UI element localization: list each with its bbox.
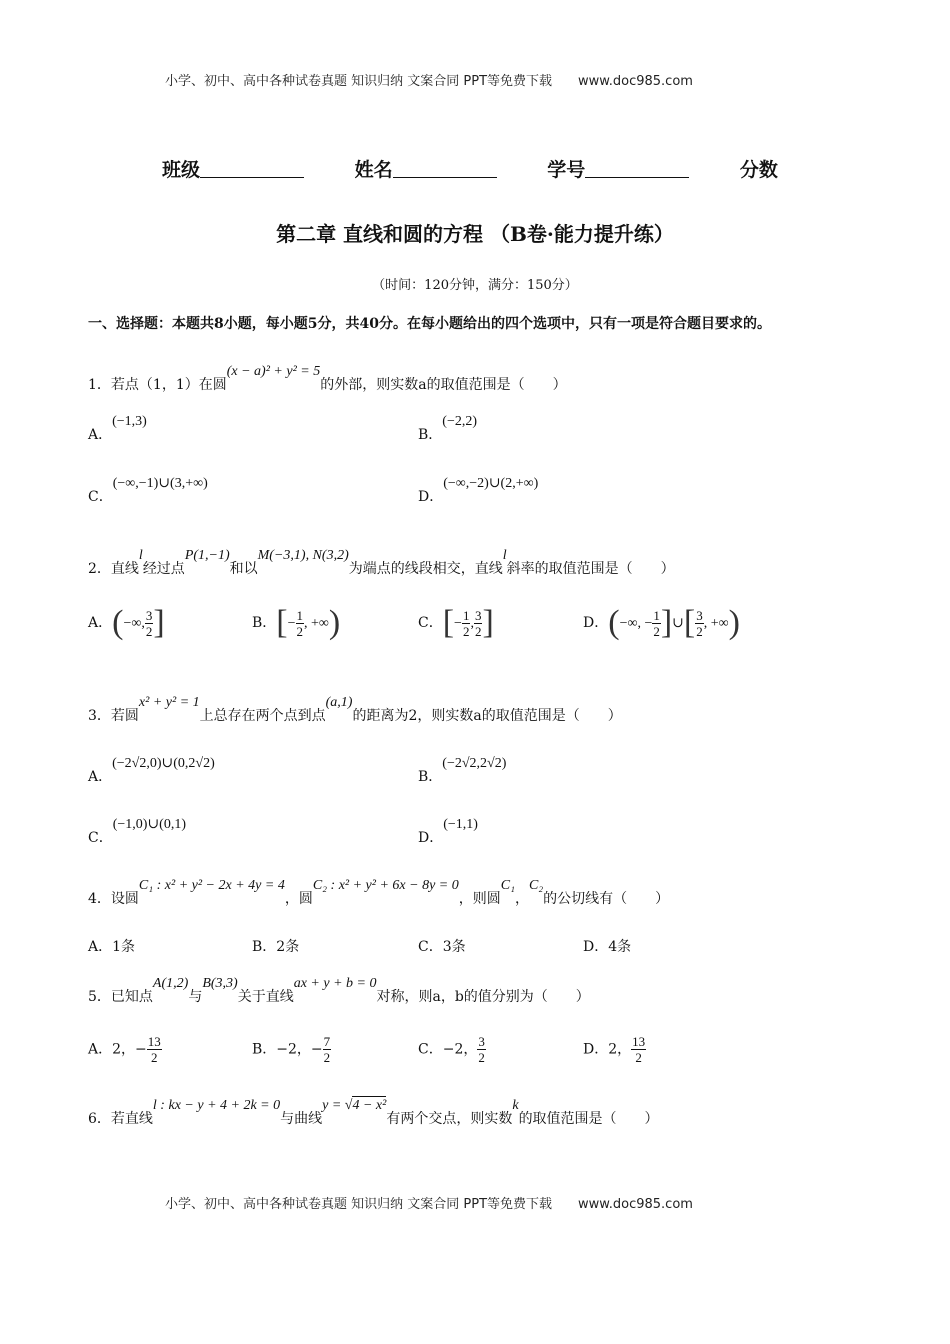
- option-label: C．: [88, 830, 113, 846]
- fraction: [477, 1034, 486, 1065]
- option-label: B．: [418, 769, 443, 785]
- q4-option-c[interactable]: C．3条: [418, 939, 466, 955]
- fraction: [296, 608, 305, 639]
- paren: (: [608, 604, 620, 641]
- option-label: C．−2，: [418, 1041, 478, 1058]
- denominator: 2: [462, 623, 470, 639]
- fraction: [323, 1034, 332, 1065]
- denominator: 2: [145, 623, 153, 639]
- page-header: [165, 70, 693, 89]
- q3-option-d[interactable]: [418, 817, 478, 847]
- option-value: (−2√2,2√2): [442, 756, 507, 771]
- q4-circle-2: C₂ : x² + y² + 6x − 8y = 0: [312, 878, 459, 893]
- bracket: [: [442, 604, 455, 641]
- q4-text-end: 的公切线有（ ）: [543, 891, 670, 907]
- q2-text: 2．直线: [88, 561, 139, 577]
- curve-left: y =: [322, 1098, 345, 1113]
- student-info-line: [162, 155, 778, 182]
- q2-text-3: 和以: [229, 561, 258, 577]
- q3-option-a[interactable]: [88, 756, 215, 786]
- q6-curve: [322, 1098, 386, 1113]
- bracket: ]: [482, 604, 494, 641]
- q2-option-d[interactable]: [583, 604, 740, 642]
- id-label: 学号: [547, 159, 586, 181]
- option-value: (−2√2,0)∪(0,2√2): [112, 756, 215, 771]
- numerator: 7: [323, 1034, 331, 1049]
- option-value: , +∞: [304, 616, 329, 631]
- option-label: D．: [418, 489, 444, 505]
- class-label: 班级: [162, 159, 201, 181]
- q6-text-2: 与曲线: [280, 1111, 323, 1127]
- option-label: A．2，−: [88, 1041, 147, 1058]
- header-site: www.doc985.com: [578, 74, 693, 89]
- question-3: [88, 695, 622, 725]
- question-6: [88, 1098, 659, 1128]
- bracket: [: [683, 604, 696, 641]
- numerator: 1: [653, 607, 660, 623]
- footer-text: 小学、初中、高中各种试卷真题 知识归纳 文案合同 PPT等免费下载: [165, 1197, 553, 1212]
- q3-math: x² + y² = 1: [138, 695, 200, 710]
- q2-text-4: 为端点的线段相交，直线: [348, 561, 503, 577]
- q6-text-3: 有两个交点，则实数: [386, 1111, 513, 1127]
- q4-option-d[interactable]: D．4条: [583, 939, 632, 955]
- question-4: [88, 878, 670, 908]
- q5-line: ax + y + b = 0: [293, 976, 377, 991]
- question-1: [88, 364, 567, 394]
- name-blank[interactable]: [393, 159, 497, 178]
- q4-circle-1: C₁ : x² + y² − 2x + 4y = 4: [138, 878, 285, 893]
- q3-text-2: 上总存在两个点到点: [199, 708, 326, 724]
- option-label: B．: [418, 427, 443, 443]
- paren: ): [328, 604, 341, 641]
- option-label: B．−2，−: [252, 1041, 323, 1058]
- option-label: D．: [418, 830, 444, 846]
- q2-option-c[interactable]: [418, 604, 494, 642]
- q5-option-b[interactable]: [252, 1034, 331, 1065]
- q3-point: (a,1): [325, 695, 353, 710]
- q4-comma: ，: [514, 891, 529, 907]
- fraction: [695, 608, 704, 639]
- header-text: 小学、初中、高中各种试卷真题 知识归纳 文案合同 PPT等免费下载: [165, 74, 553, 89]
- option-label: B．: [252, 615, 277, 631]
- q2-option-a[interactable]: [88, 604, 165, 642]
- minus: −: [454, 616, 462, 631]
- q2-l: l: [138, 548, 143, 563]
- paren: (: [112, 604, 124, 641]
- bracket: ]: [660, 604, 673, 641]
- section-heading: 一、选择题：本题共8小题，每小题5分，共40分。在每小题给出的四个选项中，只有一项是符合题目要求的。: [88, 316, 771, 332]
- option-value: (−1,1): [443, 817, 478, 832]
- fraction: [652, 608, 661, 639]
- numerator: 3: [478, 1034, 485, 1049]
- q5-point-b: B(3,3): [202, 976, 238, 991]
- denominator: 2: [296, 623, 304, 639]
- option-value: (−1,3): [112, 414, 147, 429]
- q1-option-b[interactable]: [418, 414, 478, 444]
- option-value: −∞, −: [619, 616, 653, 631]
- name-label: 姓名: [354, 159, 393, 181]
- q2-text-2: 经过点: [142, 561, 185, 577]
- q1-text-end: 的外部，则实数a的取值范围是（ ）: [320, 377, 567, 393]
- q5-option-c[interactable]: [418, 1034, 486, 1065]
- denominator: 2: [323, 1050, 331, 1065]
- q6-text: 6．若直线: [88, 1111, 153, 1127]
- q1-option-a[interactable]: [88, 414, 147, 444]
- numerator: 13: [147, 1034, 161, 1049]
- bracket: ]: [153, 604, 165, 641]
- q5-text-3: 关于直线: [237, 989, 294, 1005]
- question-2: [88, 548, 675, 578]
- footer-site: www.doc985.com: [578, 1197, 693, 1212]
- q3-text: 3．若圆: [88, 708, 139, 724]
- q2-option-b[interactable]: [252, 604, 340, 642]
- option-value: −∞,: [123, 616, 145, 631]
- numerator: 3: [145, 607, 153, 623]
- denominator: 2: [635, 1050, 642, 1065]
- option-label: D．2，: [583, 1041, 632, 1058]
- score-label: 分数: [739, 159, 778, 181]
- q5-point-a: A(1,2): [152, 976, 189, 991]
- numerator: 3: [696, 607, 703, 623]
- q1-option-c[interactable]: [88, 476, 208, 506]
- q4-text: 4．设圆: [88, 891, 139, 907]
- q6-k: k: [512, 1098, 519, 1113]
- denominator: 2: [696, 623, 703, 639]
- fraction: [631, 1034, 646, 1065]
- page-title: 第二章 直线和圆的方程 （B卷·能力提升练）: [276, 222, 674, 246]
- denominator: 2: [474, 623, 482, 639]
- q6-line: l : kx − y + 4 + 2k = 0: [152, 1098, 281, 1113]
- q4-text-3: ，则圆: [458, 891, 501, 907]
- q1-option-d[interactable]: [418, 476, 539, 506]
- denominator: 2: [478, 1050, 485, 1065]
- fraction: [147, 1034, 162, 1065]
- numerator: 3: [474, 607, 482, 623]
- option-value: (−∞,−1)∪(3,+∞): [112, 476, 208, 491]
- option-label: A．: [88, 615, 113, 631]
- option-label: D．: [583, 615, 609, 631]
- option-value: , +∞: [703, 616, 729, 631]
- numerator: 13: [632, 1034, 646, 1049]
- q5-text-end: 对称，则a，b的值分别为（ ）: [376, 989, 590, 1005]
- class-blank[interactable]: [200, 159, 304, 178]
- q5-text-2: 与: [188, 989, 203, 1005]
- bracket: [: [276, 604, 288, 641]
- minus: −: [287, 616, 296, 631]
- q4-c2: C₂: [528, 878, 544, 893]
- q3-option-b[interactable]: [418, 756, 507, 786]
- q3-option-c[interactable]: [88, 817, 186, 847]
- sqrt-sign: √: [344, 1098, 353, 1113]
- option-label: C．: [88, 489, 113, 505]
- q4-option-a[interactable]: A．1条: [88, 939, 136, 955]
- option-label: C．: [418, 615, 443, 631]
- q2-l-2: l: [502, 548, 507, 563]
- denominator: 2: [151, 1050, 158, 1065]
- q5-option-a[interactable]: [88, 1034, 162, 1065]
- q1-math: (x − a)² + y² = 5: [226, 364, 321, 379]
- numerator: 1: [462, 607, 470, 623]
- q2-points-mn: M(−3,1), N(3,2): [257, 548, 349, 563]
- page-subtitle: （时间：120分钟，满分：150分）: [372, 278, 578, 293]
- question-5: [88, 976, 590, 1006]
- option-label: A．: [88, 769, 113, 785]
- option-value: (−2,2): [442, 414, 478, 429]
- q4-c1: C₁: [500, 878, 515, 893]
- id-blank[interactable]: [585, 159, 689, 178]
- paren: ): [728, 604, 740, 641]
- numerator: 1: [296, 607, 304, 623]
- q3-text-end: 的距离为2，则实数a的取值范围是（ ）: [352, 708, 622, 724]
- option-label: A．: [88, 427, 113, 443]
- denominator: 2: [653, 623, 660, 639]
- option-value: (−∞,−2)∪(2,+∞): [443, 476, 539, 491]
- q5-option-d[interactable]: [583, 1034, 646, 1065]
- q4-text-2: ，圆: [284, 891, 313, 907]
- union: ∪: [672, 616, 684, 631]
- q5-text: 5．已知点: [88, 989, 153, 1005]
- q2-text-end: 斜率的取值范围是（ ）: [506, 561, 675, 577]
- q4-option-b[interactable]: B．2条: [252, 939, 300, 955]
- q2-point-p: P(1,−1): [184, 548, 230, 563]
- comma: ,: [470, 616, 474, 631]
- option-value: (−1,0)∪(0,1): [112, 817, 186, 832]
- curve-radicand: 4 − x²: [352, 1098, 387, 1113]
- q1-text: 1．若点（1，1）在圆: [88, 377, 227, 393]
- q6-text-end: 的取值范围是（ ）: [518, 1111, 659, 1127]
- page-footer: [165, 1193, 693, 1212]
